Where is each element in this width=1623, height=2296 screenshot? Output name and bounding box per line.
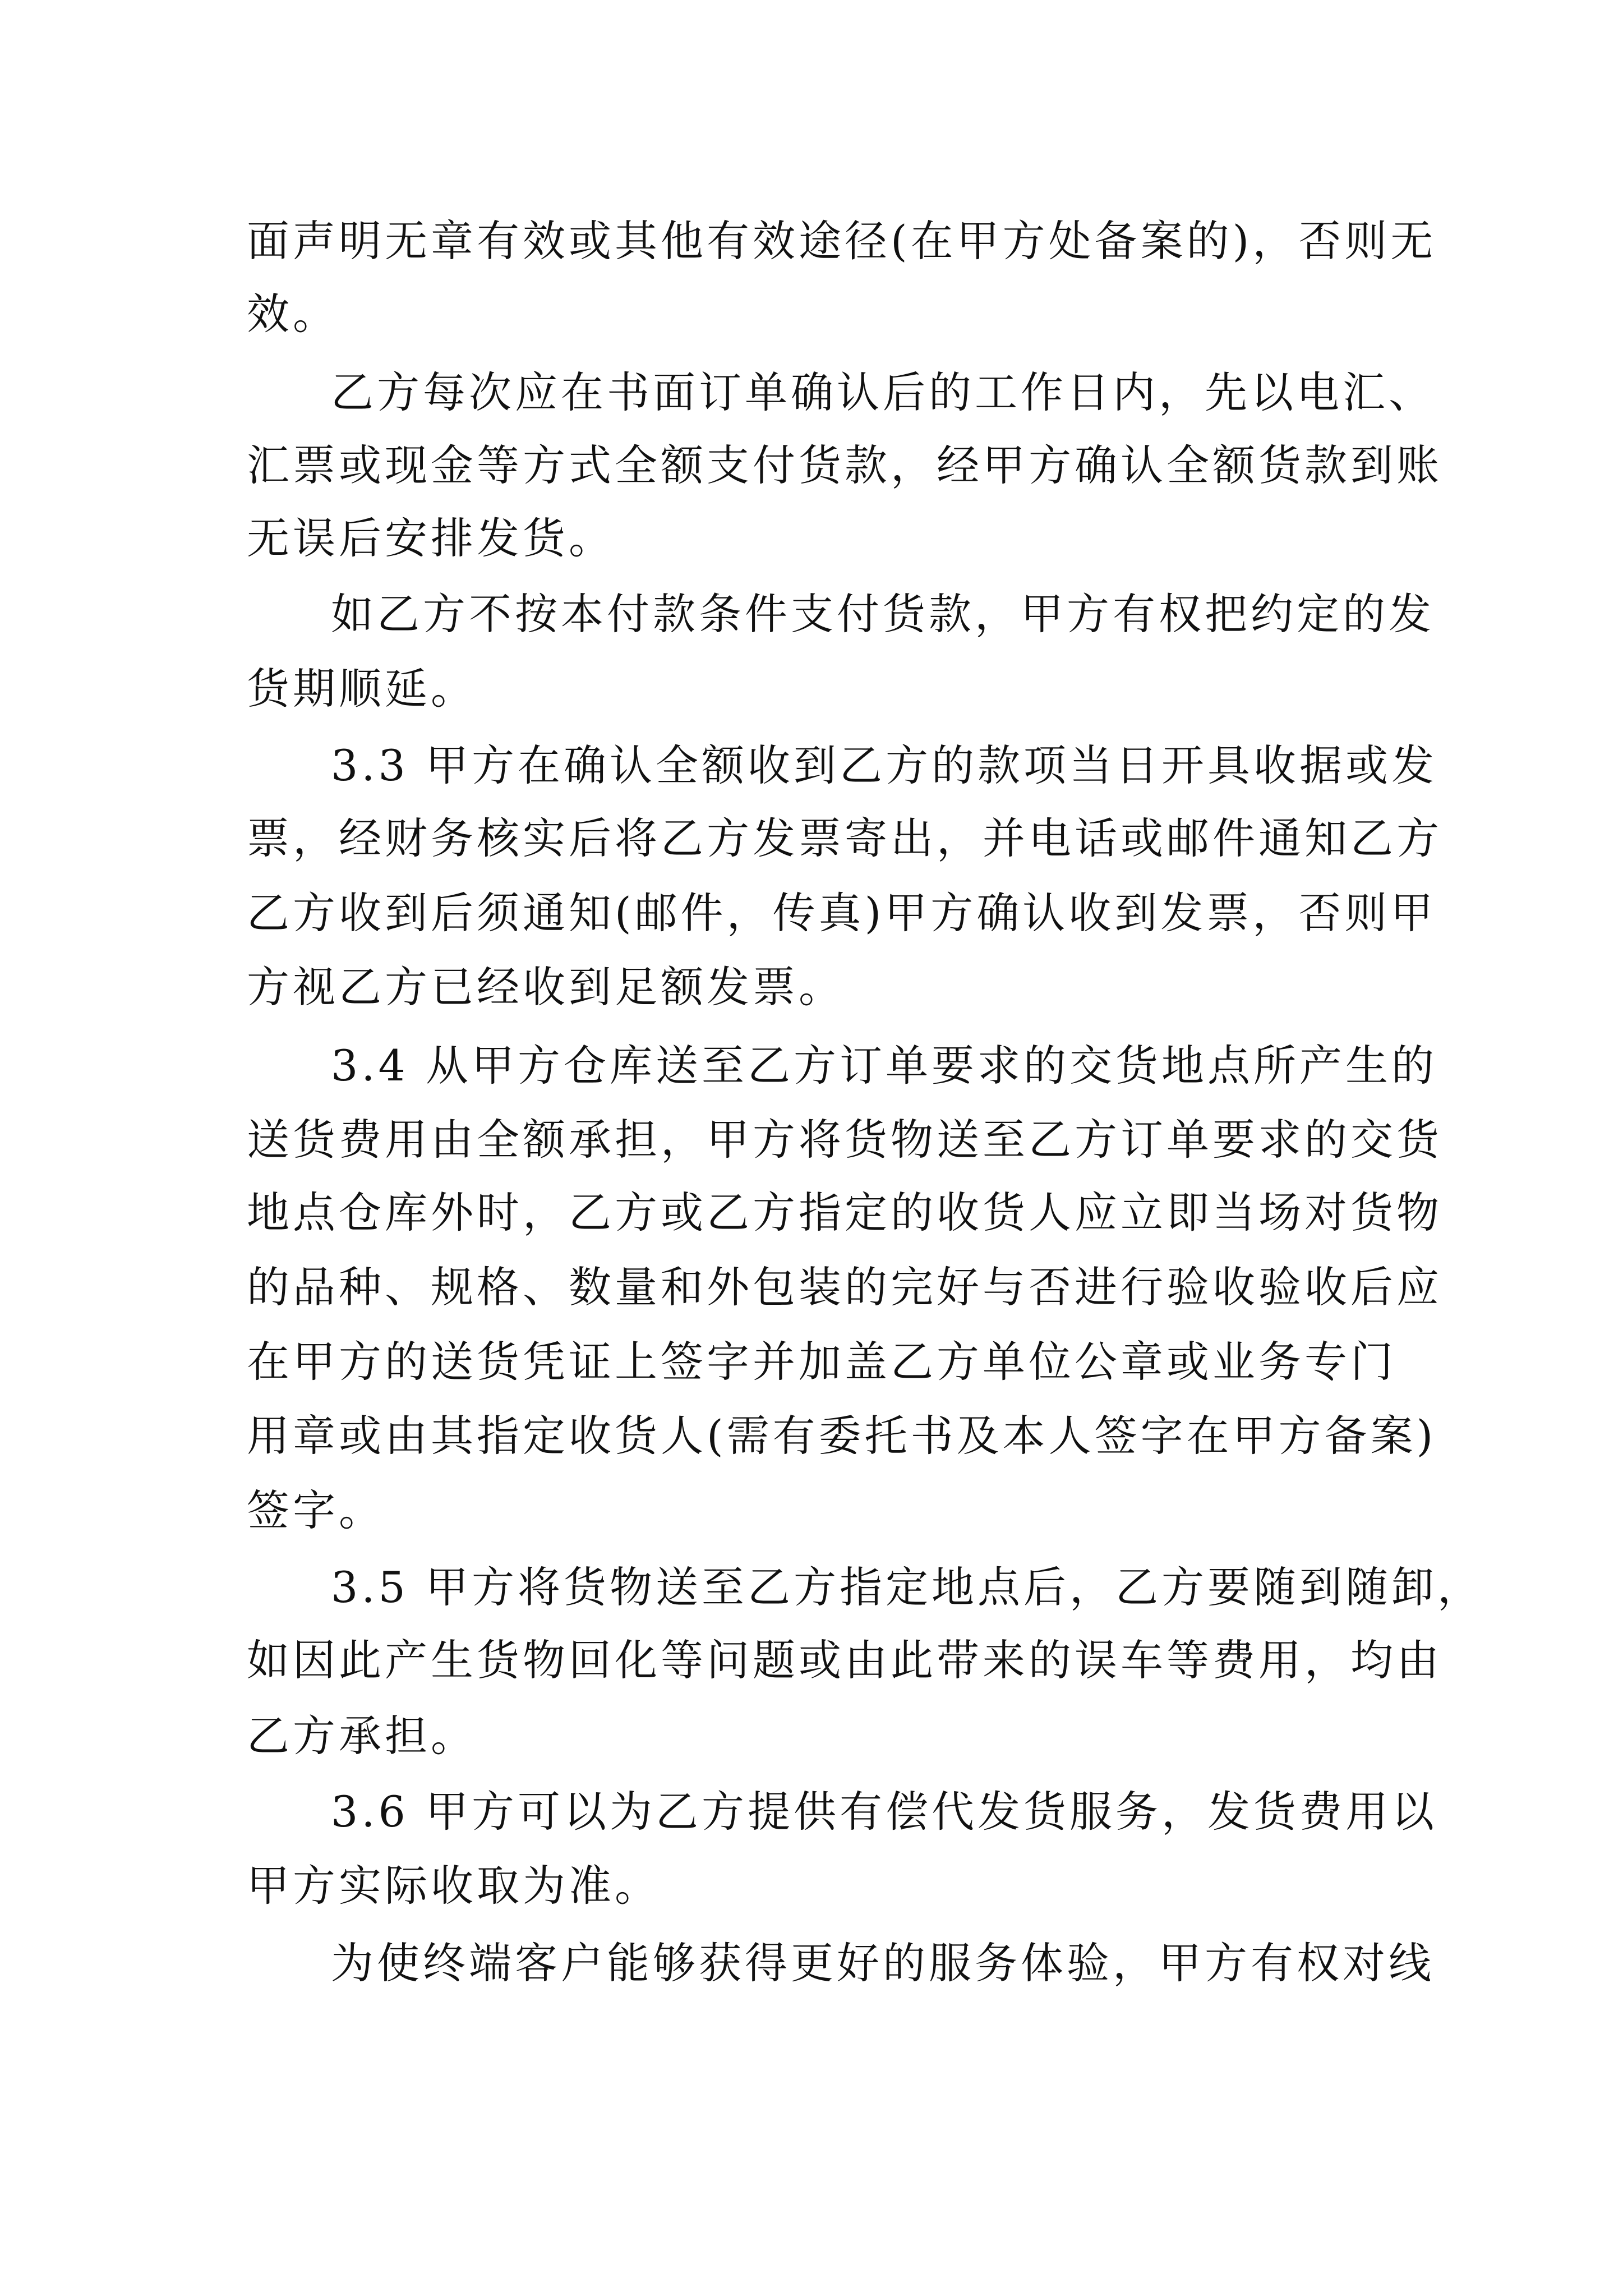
text-line-15: 的品种、规格、数量和外包装的完好与否进行验收验收后应: [247, 1262, 1442, 1312]
text-line-13: 送货费用由全额承担，甲方将货物送至乙方订单要求的交货: [247, 1115, 1442, 1165]
text-line-16: 在甲方的送货凭证上签字并加盖乙方单位公章或业务专门: [247, 1337, 1396, 1387]
text-line-2: 效。: [247, 289, 339, 339]
text-line-3: 乙方每次应在书面订单确认后的工作日内，先以电汇、: [331, 367, 1435, 417]
text-line-11: 方视乙方已经收到足额发票。: [247, 962, 845, 1012]
text-line-22: 3.6 甲方可以为乙方提供有偿代发货服务，发货费用以: [331, 1787, 1438, 1837]
text-line-12: 3.4 从甲方仓库送至乙方订单要求的交货地点所产生的: [331, 1041, 1438, 1091]
text-line-18: 签字。: [247, 1485, 385, 1535]
text-line-9: 票，经财务核实后将乙方发票寄出，并电话或邮件通知乙方: [247, 813, 1442, 863]
text-line-8: 3.3 甲方在确认全额收到乙方的款项当日开具收据或发: [331, 740, 1438, 790]
text-line-7: 货期顺延。: [247, 664, 477, 714]
text-line-20: 如因此产生货物回化等问题或由此带来的误车等费用，均由: [247, 1635, 1442, 1685]
text-line-4: 汇票或现金等方式全额支付货款，经甲方确认全额货款到账: [247, 440, 1442, 490]
text-line-14: 地点仓库外时，乙方或乙方指定的收货人应立即当场对货物: [247, 1188, 1442, 1237]
text-line-10: 乙方收到后须通知(邮件，传真)甲方确认收到发票，否则甲: [247, 888, 1437, 938]
text-line-24: 为使终端客户能够获得更好的服务体验，甲方有权对线: [331, 1938, 1435, 1988]
text-line-17: 用章或由其指定收货人(需有委托书及本人签字在甲方备案): [247, 1411, 1437, 1461]
text-line-19: 3.5 甲方将货物送至乙方指定地点后，乙方要随到随卸，: [331, 1562, 1484, 1612]
text-line-1: 面声明无章有效或其他有效途径(在甲方处备案的)，否则无: [247, 216, 1437, 266]
text-line-21: 乙方承担。: [247, 1711, 477, 1761]
text-line-6: 如乙方不按本付款条件支付货款，甲方有权把约定的发: [331, 589, 1435, 639]
text-line-23: 甲方实际收取为准。: [247, 1861, 661, 1911]
text-line-5: 无误后安排发货。: [247, 513, 615, 563]
